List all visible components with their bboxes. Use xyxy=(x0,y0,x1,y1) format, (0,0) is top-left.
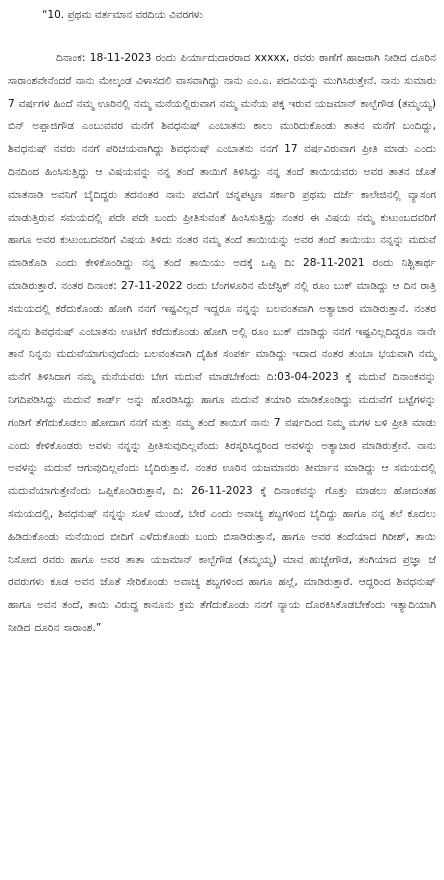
complaint-paragraph: ದಿನಾಂಕ: 18-11-2023 ರಂದು ಪಿರ್ಯಾದುದಾರರಾದ xxxxx, ರವರು ಠಾಣೆಗೆ ಹಾಜರಾಗಿ ನೀಡಿದ ದೂರಿನ ಸಾರಾಂಶವೇನೆಂದರೆ ನಾನು ಮೇಲ್ಕಂಡ ವಿಳಾಸದಲಿ ವಾಸವಾಗಿದ್ದು ನಾನು ಎಂ.ಎ. ಪದವಿಯನ್ನು ಮುಗಿಸಿರುತ್ತೇನೆ. ನಾನು ಸುಮಾರು 7 ವರ್ಷಗಳ ಹಿಂದೆ ನಮ್ಮ ಊರಿನಲ್ಲಿ ನಮ್ಮ ಮನೆಯಲ್ಲಿರುವಾಗ ನಮ್ಮ ಮನೆಯ ಪಕ್ಕ ಇರುವ ಯಜಮಾನ್ ಕಾಲ್ಬೆಗೌಡ (ತಮ್ಮಯ್ಯ) ಬಿನ್ ಅಪ್ಪಾಜಿಗೌಡ ಎಂಬುವವರ ಮನೆಗೆ ಶಿವಧನುಷ್ ಎಂಬಾತನು ಕಾಲು ಮುರಿದುಕೊಂಡು ತಾತನ ಮನೆಗೆ ಬಂದಿದ್ದು, ಶಿವಧನುಷ್ ನವರು ನನಗೆ ಪರಿಚಯವಾಗಿದ್ದು ಶಿವಧನುಷ್ ಎಂಬಾತನು ನನಗೆ 17 ವರ್ಷವಿರುವಾಗ ಪ್ರೀತಿ ಮಾಡು ಎಂದು ದಿನದಿಂದ ಹಿಂಸಿಸುತ್ತಿದ್ದು ಆ ವಿಷಯವನ್ನು ನನ್ನ ತಂದೆ ತಾಯಿಗೆ ತಿಳಿಸಿದ್ದು ನನ್ನ ತಂದೆ ತಾಯಿಯವರು ಅವರ ತಾತನ ಜೊತೆ ಮಾತನಾಡಿ ಅವನಿಗೆ ಬೈದಿದ್ದರು ತದನಂತರ ನಾನು ಪದವಿಗೆ ಚನ್ನಪಟ್ಟಣ ಸರ್ಕಾರಿ ಪ್ರಥಮ ದರ್ಜೆ ಕಾಲೇಜಿನಲ್ಲಿ ವ್ಯಾಸಂಗ ಮಾಡುತ್ತಿರುವ ಸಮಯದಲ್ಲಿ ಪದೇ ಪದೇ ಬಂದು ಪ್ರೀತಿಸುವಂತೆ ಹಿಂಸಿಸುತ್ತಿದ್ದು ನಂತರ ಈ ವಿಷಯ ನಮ್ಮ ಕುಟುಂಬದವರಿಗೆ ಹಾಗೂ ಅವರ ಕುಟುಂಬದವರಿಗೆ ವಿಷಯ ತಿಳಿದು ನಂತರ ನಮ್ಮ ತಂದೆ ತಾಯಿಯನ್ನು ಅವರ ತಂದೆ ತಾಯಿಯು ನನ್ನನ್ನು ಮದುವೆ ಮಾಡಿಕೊಡಿ ಎಂದು ಕೇಳಿಕೊಂಡಿದ್ದು ನನ್ನ ತಂದೆ ತಾಯಿಯು ಅದಕ್ಕೆ ಒಪ್ಪಿ ದಿ: 28-11-2021 ರಂದು ನಿಶ್ಚಿತಾರ್ಥ ಮಾಡಿರುತ್ತಾರೆ. ನಂತರ ದಿನಾಂಕ: 27-11-2022 ರಂದು ಬೆಂಗಳೂರಿನ ಮೆಜೆಸ್ಟಿಕ್ ನಲ್ಲಿ ರೂಂ ಬುಕ್ ಮಾಡಿದ್ದು ಆ ದಿನ ರಾತ್ರಿ ಸಮಯದಲ್ಲಿ ಕರೆದುಕೊಂಡು ಹೋಗಿ ನನಗೆ ಇಷ್ಟವಿಲ್ಲದೆ ಇದ್ದರೂ ನನ್ನನ್ನು ಬಲವಂತವಾಗಿ ಅತ್ಯಾಚಾರ ಮಾಡಿರುತ್ತಾನೆ. ನಂತರ ನನ್ನನು ಶಿವಧನುಷ್ ಎಂಬಾತನು ಊಟಿಗೆ ಕರೆದುಕೊಂಡು ಹೋಗಿ ಅಲ್ಲಿ ರೂಂ ಬುಕ್ ಮಾಡಿದ್ದು ನನಗೆ ಇಷ್ಟವಿಲ್ಲದಿದ್ದರೂ ನಾನೇ ತಾನೆ ನಿನ್ನನು ಮದುವೆಯಾಗುವುದೆಂದು ಬಲವಂತವಾಗಿ ದೈಹಿಕ ಸಂಪರ್ಕ ಮಾಡಿದ್ದು ಇದಾದ ನಂತರ ತುಂಬಾ ಭಯವಾಗಿ ನಮ್ಮ ಮನೆಗೆ ತಿಳಿಸಿದಾಗ ನಮ್ಮ ಮನೆಯವರು ಬೇಗ ಮದುವೆ ಮಾಡಬೇಕೆಂದು ದಿ:03-04-2023 ಕ್ಕೆ ಮದುವೆ ದಿನಾಂಕವನ್ನು ನಿಗದಿಪಡಿಸಿದ್ದು ಮದುವೆ ಕಾರ್ಡ್ ಅನ್ನು ಹೊರಡಿಸಿದ್ದು ಹಾಗೂ ಮದುವೆ ತಯಾರಿ ಮಾಡಿಕೊಂಡಿದ್ದು ಮದುವೆಗೆ ಬಟ್ಟೆಗಳನ್ನು ಗಂಡಿಗೆ ತೆಗೆದುಕೊಡಲು ಹೋದಾಗ ನನಗೆ ಮತ್ತು ನಮ್ಮ ತಂದೆ ತಾಯಿಗೆ ನಾನು 7 ವರ್ಷದಿಂದ ನಿಮ್ಮ ಮಗಳ ಬಳಿ ಪ್ರೀತಿ ಮಾಡು ಎಂದು ಕೇಳಿಕೊಂಡರು ಅವಳು ನನ್ನನ್ನು ಪ್ರೀತಿಸುವುದಿಲ್ಲವೆಂದು ತಿರಸ್ಕರಿಸಿದ್ದರಿಂದ ಅವಳನ್ನು ಅತ್ಯಾಚಾರ ಮಾಡಿರುತ್ತೇನೆ. ನಾನು ಅವಳನ್ನು ಮದುವೆ ಆಗುವುದಿಲ್ಲವೆಂದು ಬೈದಿರುತ್ತಾನೆ. ನಂತರ ಊರಿನ ಯಜಮಾನರು ತೀರ್ಮಾನ ಮಾಡಿದ್ದು ಆ ಸಮಯದಲ್ಲಿ ಮದುವೆಯಾಗುತ್ತೇನೆಂದು ಒಪ್ಪಿಕೊಂಡಿರುತ್ತಾನೆ, ದಿ: 26-11-2023 ಕ್ಕೆ ದಿನಾಂಕವನ್ನು ಗೊತ್ತು ಮಾಡಲು ಹೋದಂತಹ ಸಮಯದಲ್ಲಿ, ಶಿವಧನುಷ್ ನನ್ನನ್ನು ಸೂಳೆ ಮುಂಡೆ, ಬೇರೆ ಎಂದು ಅವಾಚ್ಯ ಶಬ್ದಗಳಿಂದ ಬೈದಿದ್ದು ಹಾಗೂ ನನ್ನ ತಲೆ ಕೂದಲು ಹಿಡಿದುಕೊಂಡು ಮನೆಯಿಂದ ಬೀದಿಗೆ ಎಳೆದುಕೊಂಡು ಬಂದು ಬಿಸಾಡಿರುತ್ತಾನೆ, ಹಾಗೂ ಅವರ ತಂದೆಯಾದ ಗಿರೀಶ್, ತಾಯಿ ನಿಸೋದ ರವರು ಹಾಗೂ ಅವರ ತಾತಾ ಯಜಮಾನ್ ಕಾಲ್ಬೆಗೌಡ (ತಮ್ಮಯ್ಯ) ಮಾವ ಹುಚ್ಚೇಗೌಡ, ತಂಗಿಯಾದ ಪ್ರಜ್ಞಾ ಜೆ ರವರುಗಳು ಕೂಡ ಅವನ ಜೊತೆ ಸೇರಿಕೊಂಡು ಅವಾಚ್ಯ ಶಬ್ದಗಳಿಂದ ಹಾಗೂ ಹಲ್ಲೆ, ಮಾಡಿರುತ್ತಾರೆ. ಆದ್ದರಿಂದ ಶಿವಧನುಷ್ ಹಾಗೂ ಅವನ ತಂದೆ, ತಾಯಿ ವಿರುದ್ಧ ಕಾನೂನು ಕ್ರಮ ತೆಗೆದುಕೊಂಡು ನನಗೆ ನ್ಯಾಯ ದೊರಕಿಸಿಕೊಡಬೇಕೆಂದು ಇತ್ಯಾದಿಯಾಗಿ ನೀಡಿದ ದೂರಿನ ಸಾರಾಂಶ.” xyxy=(8,52,436,634)
section-heading: “10. ಪ್ರಥಮ ವರ್ತಮಾನ ವರದಿಯ ವಿವರಗಳು xyxy=(42,9,203,21)
